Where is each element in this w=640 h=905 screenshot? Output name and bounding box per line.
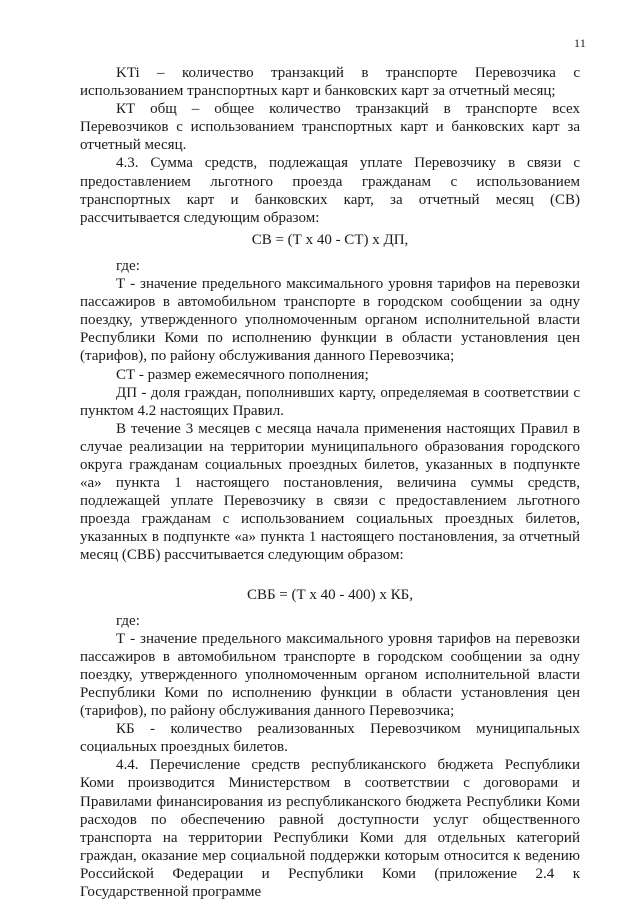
paragraph-4-4: 4.4. Перечисление средств республиканского бюджета Республики Коми производится Министерством в соответствии с договорами и Правилами финансирования из республиканского бюджета Республики Коми расходов по обеспечению равной доступности услуг общественного транспорта на территории Республики Коми для отдельных категорий граждан, оказание мер социальной поддержки которым относится к ведению Российской Федерации и Республики Коми (приложение 2.4 к Государственной программе <box>80 757 580 901</box>
definition-t-1: Т - значение предельного максимального уровня тарифов на перевозки пассажиров в автомобильном транспорте в городском сообщении за одну поездку, утвержденного уполномоченным органом исполнительной власти Республики Коми по исполнению функции в области установления цен (тарифов), по району обслуживания данного Перевозчика; <box>80 276 580 365</box>
document-body <box>80 64 580 901</box>
formula-svb: СВБ = (Т х 40 - 400) х КБ, <box>246 586 414 603</box>
formula-sv: СВ = (Т х 40 - СТ) х ДП, <box>251 231 409 248</box>
definition-kti: KTi – количество транзакций в транспорте Перевозчика с использованием транспортных карт и банковских карт за отчетный месяц; <box>80 65 580 100</box>
paragraph-4-3: 4.3. Сумма средств, подлежащая уплате Перевозчику в связи с предоставлением льготного проезда гражданам с использованием транспортных карт и банковских карт, за отчетный месяц (СВ) рассчитывается следующим образом: <box>80 155 580 226</box>
page-number: 11 <box>574 36 587 50</box>
where-label-1: где: <box>116 257 140 274</box>
definition-kb: КБ - количество реализованных Перевозчиком муниципальных социальных проездных билетов. <box>80 721 580 756</box>
paragraph-3-months: В течение 3 месяцев с месяца начала применения настоящих Правил в случае реализации на территории муниципального образования городского округа гражданам социальных проездных билетов, указанных в подпункте «а» пункта 1 настоящего постановления, величина суммы средств, подлежащей уплате Перевозчику в связи с предоставлением льготного проезда гражданам с использованием социальных проездных билетов, указанных в подпункте «а» пункта 1 настоящего постановления, за отчетный месяц (СВБ) рассчитывается следующим образом: <box>80 420 580 564</box>
definition-kt-total: КТ общ – общее количество транзакций в транспорте всех Перевозчиков с использованием транспортных карт и банковских карт за отчетный месяц. <box>80 101 580 154</box>
definition-t-2: Т - значение предельного максимального уровня тарифов на перевозки пассажиров в автомобильном транспорте в городском сообщении за одну поездку, утвержденного уполномоченным органом исполнительной власти Республики Коми по исполнению функции в области установления цен (тарифов), по району обслуживания данного Перевозчика; <box>80 630 580 720</box>
where-label-2: где: <box>116 612 140 629</box>
definition-st: СТ - размер ежемесячного пополнения; <box>116 366 369 383</box>
definition-dp: ДП - доля граждан, пополнивших карту, определяемая в соответствии с пунктом 4.2 настоящих Правил. <box>80 384 580 419</box>
